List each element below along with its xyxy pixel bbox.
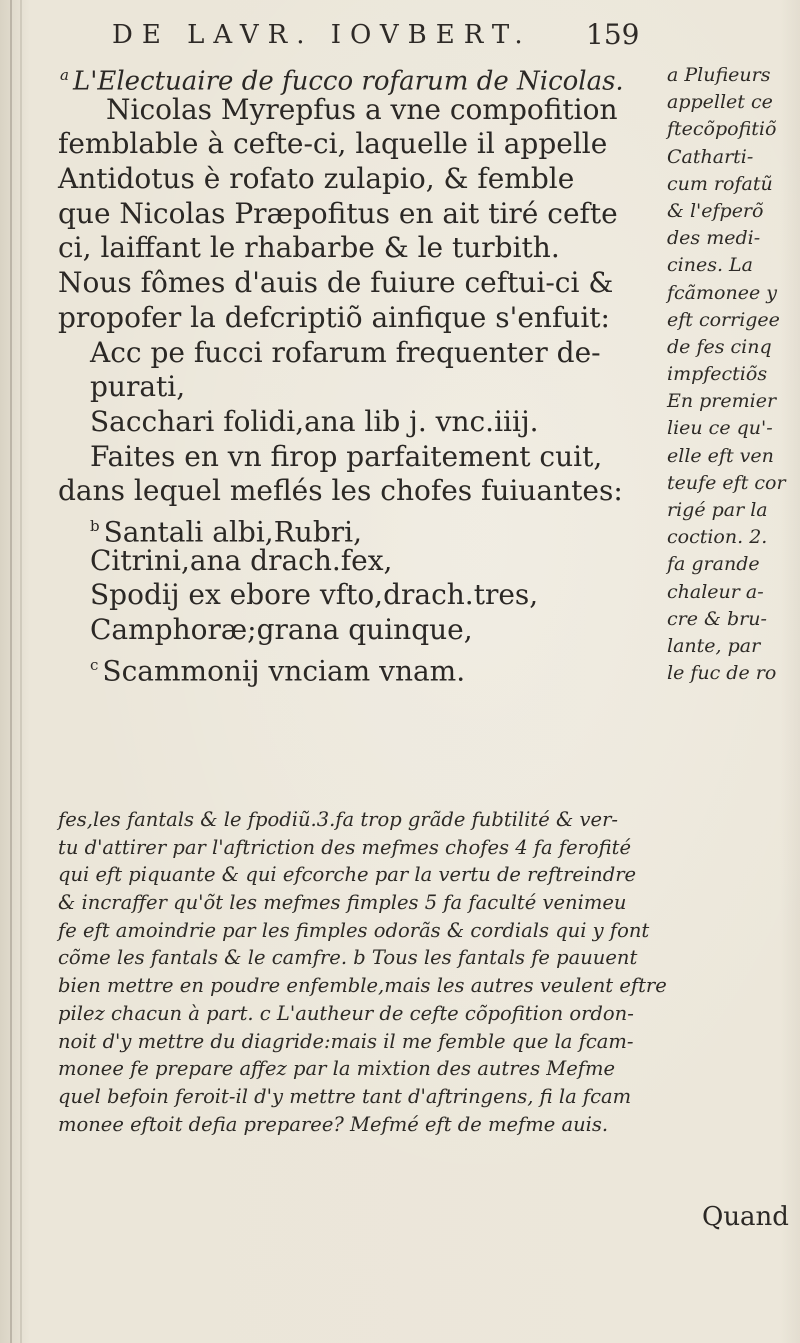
main-line: femblable à cefte-ci, laquelle il appelle [58,127,608,161]
margin-line: fa grande [667,553,760,576]
main-line: ci, laiffant le rhabarbe & le turbith. [58,231,560,265]
main-line: Citrini,ana drach.fex, [90,543,393,577]
commentary-block [58,806,798,1138]
main-line: Nous fômes d'auis de fuiure ceftui-ci & [58,266,614,300]
binding-edge [10,0,12,1343]
note-marker-c: c [90,655,99,674]
note-marker-a: a [60,66,69,84]
margin-line: elle eft ven [667,444,774,467]
margin-line: cum rofatũ [667,172,773,195]
catchword: Quand [702,1202,789,1232]
commentary-line: qui eft piquante & qui efcorche par la vertu de reftreindre [58,863,637,887]
commentary-line: quel befoin feroit-il d'y mettre tant d'aftringens, fi la fcam [58,1084,632,1108]
margin-line: Catharti- [667,145,754,168]
main-line-scammonij [58,648,658,688]
margin-line: eft corrigee [667,308,780,331]
commentary-line: monee eftoit defia preparee? Mefmé eft de mefme auis. [58,1112,609,1136]
margin-line: ftecõpofitiõ [667,118,777,141]
margin-line: le fuc de ro [667,662,777,685]
margin-line: chaleur a- [667,580,764,603]
main-line: purati, [90,370,186,404]
commentary-line: pilez chacun à part. c L'autheur de cefte cõpofition ordon- [58,1001,634,1025]
main-line: Acc pe fucci rofarum frequenter de- [90,335,601,369]
margin-line: fcãmonee y [667,281,777,304]
margin-line: & l'efperõ [667,199,764,222]
margin-line: teufe eft cor [667,471,786,494]
commentary-line: fes,les fantals & le fpodiũ.3.fa trop grãde fubtilité & ver- [58,808,618,831]
main-line: Antidotus è rofato zulapio, & femble [58,162,575,196]
main-text-block [58,58,658,688]
main-line-text: Santali albi,Rubri, [103,515,362,549]
section-heading [58,58,658,97]
main-line: Faites en vn firop parfaitement cuit, [90,439,603,473]
commentary-line: monee fe prepare affez par la mixtion des autres Mefme [58,1057,616,1081]
margin-line: des medi- [667,227,761,250]
marginal-note [667,62,799,687]
main-line: Camphoræ;grana quinque, [90,613,473,646]
margin-line: coction. 2. [667,526,768,549]
main-line-text: Scammonij vnciam vnam. [102,654,466,688]
running-title: DE LAVR. IOVBERT. [112,20,532,50]
commentary-line: bien mettre en poudre enfemble,mais les autres veulent eftre [58,974,667,998]
main-line: dans lequel meflés les chofes fuiuantes: [58,474,623,508]
margin-line: lieu ce qu'- [667,417,773,440]
margin-line: de fes cinq [667,335,772,358]
main-line: Sacchari folidi,ana lib j. vnc.iiij. [90,404,539,438]
margin-line: appellet ce [667,91,773,114]
page-number: 159 [586,18,640,51]
main-line: Nicolas Myrepfus a vne compofition [106,92,618,126]
commentary-line: & incraffer qu'õt les mefmes fimples 5 fa faculté venimeu [58,891,627,915]
commentary-line: tu d'attirer par l'aftriction des mefmes chofes 4 fa ferofité [58,835,632,859]
main-line: Spodij ex ebore vfto,drach.tres, [90,578,539,612]
commentary-line: fe eft amoindrie par les fimples odorãs & cordials qui y font [58,918,650,942]
binding-shadow [20,0,22,1343]
margin-line: cines. La [667,254,753,277]
main-line-santali [58,509,658,549]
main-line: que Nicolas Præpofitus en ait tiré cefte [58,196,618,230]
margin-line: impfectiõs [667,363,768,386]
main-line: propofer la defcriptiõ ainfique s'enfuit: [58,300,610,334]
section-heading-text: L'Electuaire de fucco rofarum de Nicolas. [72,66,624,97]
margin-line: rigé par la [667,499,768,521]
commentary-line: noit d'y mettre du diagride:mais il me femble que la fcam- [58,1029,634,1053]
margin-line: cre & bru- [667,607,767,630]
margin-line: En premier [667,390,777,413]
margin-line: lante, par [667,634,761,657]
margin-line: a Plufieurs [667,64,771,86]
commentary-line: cõme les fantals & le camfre. b Tous les fantals fe pauuent [58,946,638,970]
note-marker-b: b [90,516,100,535]
